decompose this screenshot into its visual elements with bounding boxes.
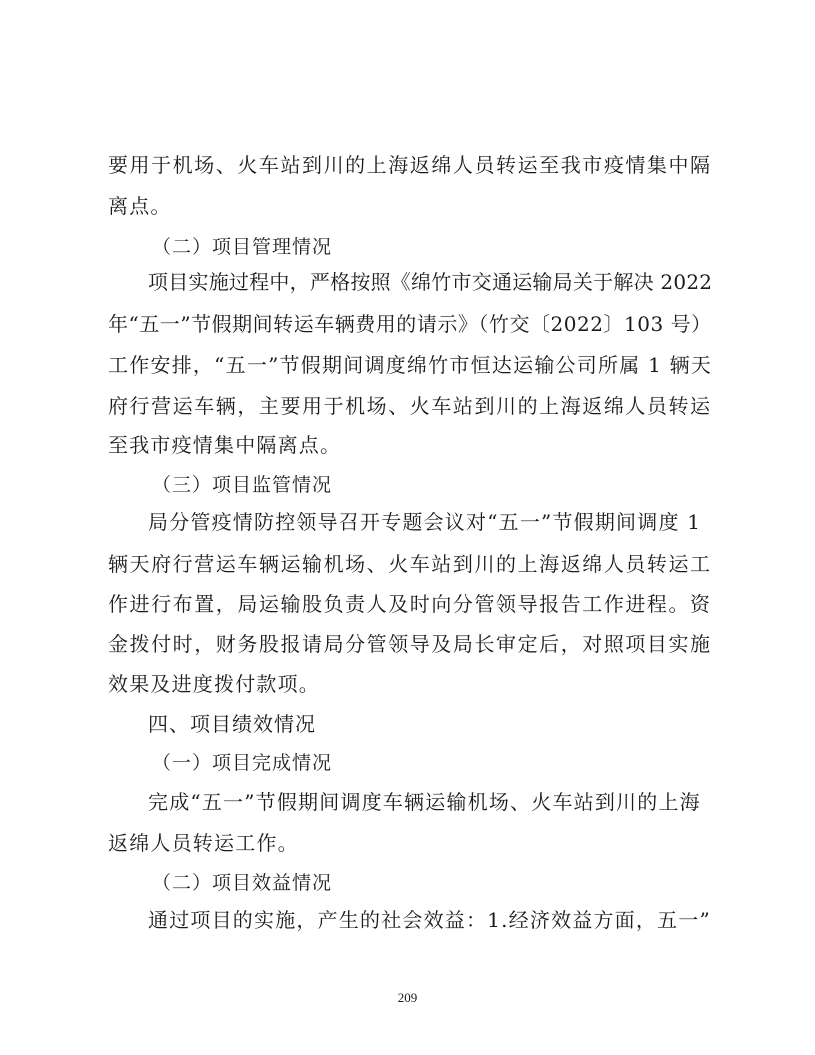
section-heading: （二）项目效益情况: [152, 872, 333, 894]
paragraph-line: 离点。: [108, 194, 172, 218]
paragraph-line: 作进行布置，局运输股负责人及时向分管领导报告工作进程。资: [108, 592, 712, 616]
paragraph-line: 效果及进度拨付款项。: [108, 672, 320, 696]
paragraph-line: 返绵人员转运工作。: [108, 831, 299, 855]
section-heading: （一）项目完成情况: [152, 752, 333, 774]
paragraph-line: 要用于机场、火车站到川的上海返绵人员转运至我市疫情集中隔: [108, 153, 712, 177]
paragraph-line: 金拨付时，财务股报请局分管领导及局长审定后，对照项目实施: [108, 632, 712, 656]
paragraph-line: 辆天府行营运车辆运输机场、火车站到川的上海返绵人员转运工: [108, 552, 712, 576]
paragraph-line: 局分管疫情防控领导召开专题会议对“五一”节假期间调度 1: [148, 510, 702, 534]
chapter-heading: 四、项目绩效情况: [148, 712, 316, 736]
page-number: 209: [397, 990, 418, 1005]
paragraph-line: 府行营运车辆，主要用于机场、火车站到川的上海返绵人员转运: [108, 394, 712, 418]
paragraph-line: 通过项目的实施，产生的社会效益：1.经济效益方面，五一”: [148, 908, 711, 932]
paragraph-line: 项目实施过程中，严格按照《绵竹市交通运输局关于解决 2022: [148, 270, 713, 294]
paragraph-line: 至我市疫情集中隔离点。: [108, 433, 342, 457]
paragraph-line: 完成“五一”节假期间调度车辆运输机场、火车站到川的上海: [148, 790, 701, 814]
section-heading: （二）项目管理情况: [152, 236, 333, 258]
section-heading: （三）项目监管情况: [152, 474, 333, 496]
paragraph-line: 工作安排，“五一”节假期间调度绵竹市恒达运输公司所属 1 辆天: [108, 353, 713, 377]
paragraph-line: 年“五一”节假期间转运车辆费用的请示》（竹交〔2022〕103 号）: [108, 312, 712, 336]
